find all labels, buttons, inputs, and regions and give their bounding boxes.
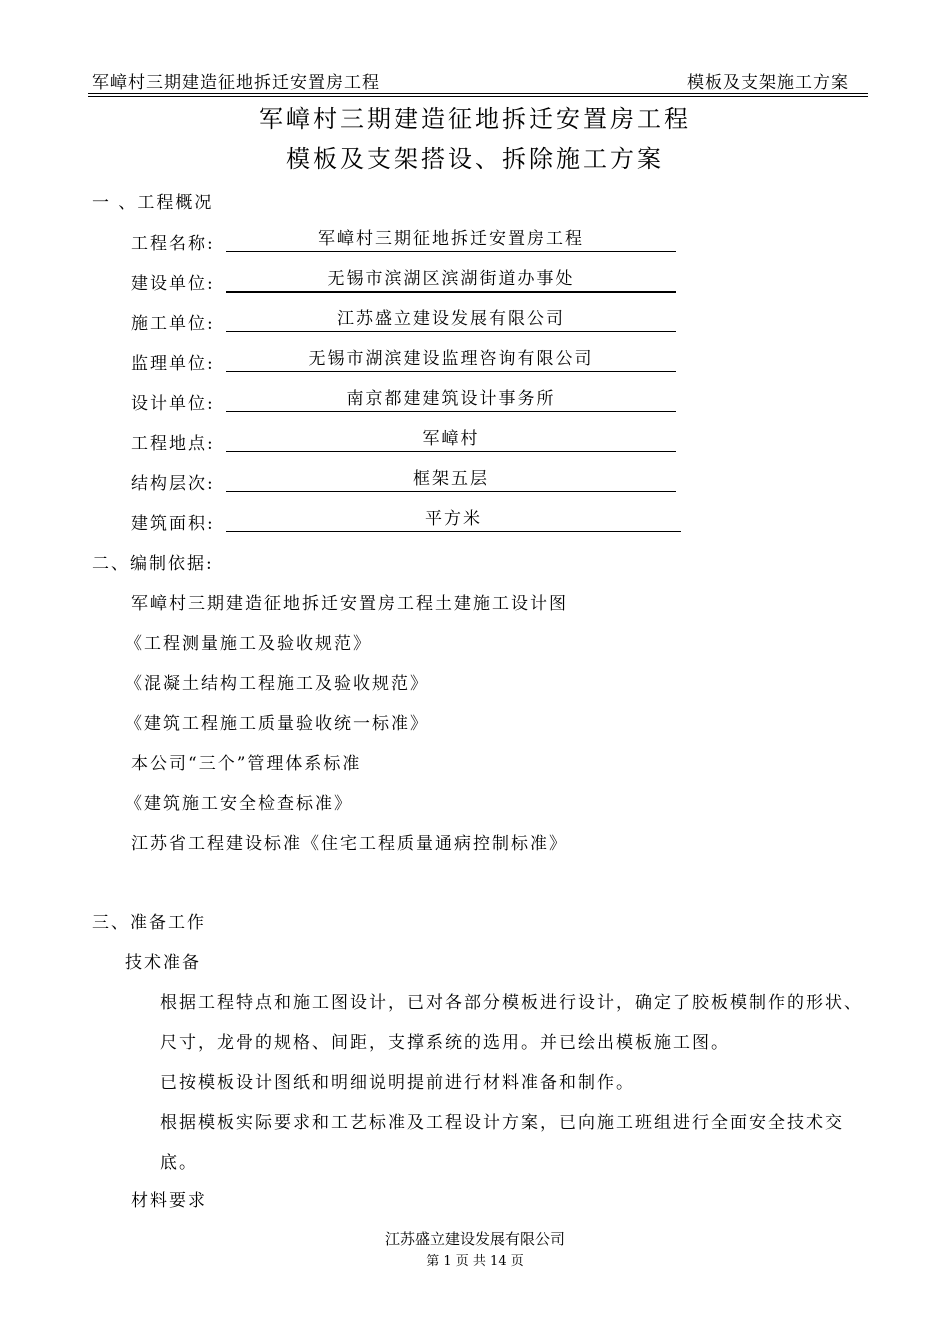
reference-item: 《混凝土结构工程施工及验收规范》 (125, 674, 429, 694)
paragraph-line: 底。 (160, 1153, 198, 1173)
info-label: 施工单位: (131, 314, 215, 334)
reference-item: 江苏省工程建设标准《住宅工程质量通病控制标准》 (131, 834, 568, 854)
header-rule-thin (88, 96, 868, 97)
info-label: 监理单位: (131, 354, 215, 374)
subheading-tech-prep: 技术准备 (125, 953, 201, 973)
page-title-line1: 军嶂村三期建造征地拆迁安置房工程 (259, 105, 691, 133)
section1-heading: 一 、工程概况 (92, 193, 214, 213)
info-label: 建设单位: (131, 274, 215, 294)
paragraph-line: 根据工程特点和施工图设计，已对各部分模板进行设计，确定了胶板模制作的形状、 (160, 993, 863, 1013)
info-label: 设计单位: (131, 394, 215, 414)
section3-heading: 三、准备工作 (92, 913, 206, 933)
reference-item: 《工程测量施工及验收规范》 (125, 634, 372, 654)
info-label: 建筑面积: (131, 514, 215, 534)
paragraph-line: 尺寸，龙骨的规格、间距，支撑系统的选用。并已绘出模板施工图。 (160, 1033, 730, 1053)
paragraph-line: 已按模板设计图纸和明细说明提前进行材料准备和制作。 (160, 1073, 635, 1093)
info-value: 军嶂村三期征地拆迁安置房工程 (226, 227, 676, 252)
info-value: 无锡市滨湖区滨湖街道办事处 (226, 267, 676, 293)
info-value: 南京都建建筑设计事务所 (226, 387, 676, 412)
info-value: 无锡市湖滨建设监理咨询有限公司 (226, 347, 676, 372)
header-left: 军嶂村三期建造征地拆迁安置房工程 (92, 73, 380, 93)
reference-item: 本公司“三个”管理体系标准 (131, 754, 362, 774)
page-title-line2: 模板及支架搭设、拆除施工方案 (286, 145, 664, 173)
info-value: 江苏盛立建设发展有限公司 (226, 307, 676, 332)
reference-item: 军嶂村三期建造征地拆迁安置房工程土建施工设计图 (131, 594, 568, 614)
header-right: 模板及支架施工方案 (687, 73, 849, 93)
subheading-materials: 材料要求 (131, 1191, 207, 1211)
info-label: 工程名称: (131, 234, 215, 254)
info-value: 军嶂村 (226, 427, 676, 452)
footer-company: 江苏盛立建设发展有限公司 (384, 1230, 565, 1248)
reference-item: 《建筑工程施工质量验收统一标准》 (125, 714, 429, 734)
footer-page-number: 第 1 页 共 14 页 (426, 1254, 524, 1269)
info-label: 工程地点: (131, 434, 215, 454)
info-value: 平方米 (226, 507, 681, 532)
section2-heading: 二、编制依据: (92, 554, 214, 574)
reference-item: 《建筑施工安全检查标准》 (125, 794, 353, 814)
header-rule (88, 93, 868, 94)
paragraph-line: 根据模板实际要求和工艺标准及工程设计方案，已向施工班组进行全面安全技术交 (160, 1113, 844, 1133)
info-value: 框架五层 (226, 467, 676, 492)
info-label: 结构层次: (131, 474, 215, 494)
